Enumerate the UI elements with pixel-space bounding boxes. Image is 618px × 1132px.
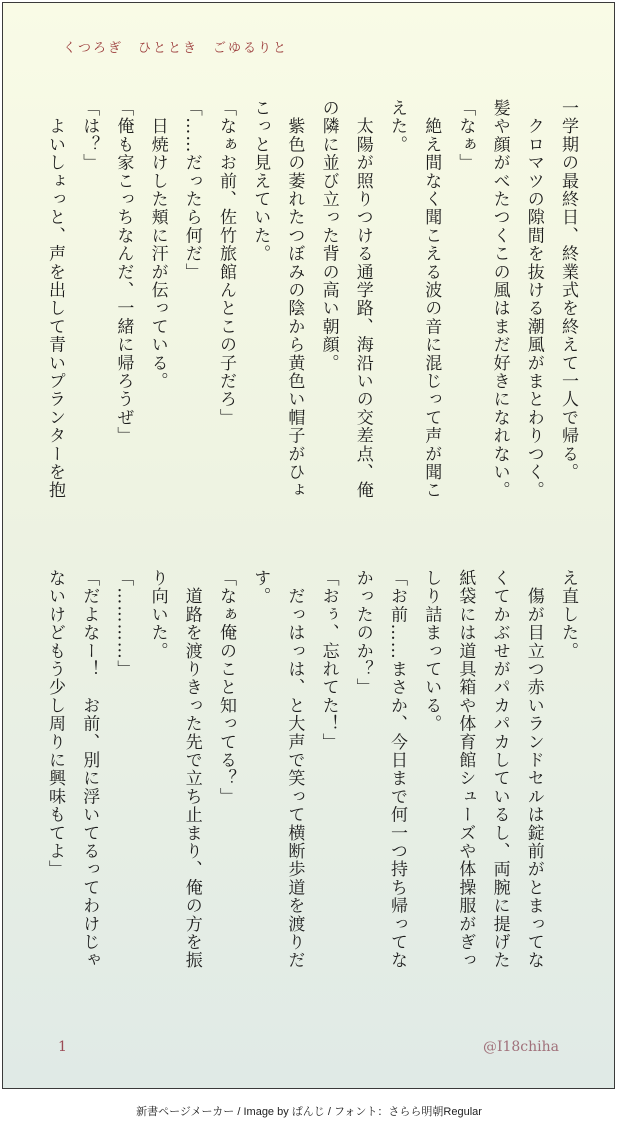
text-column: 「…………」 [113,569,134,679]
text-column: 「なぁ」 [455,99,476,172]
text-column: えた。 [387,99,407,154]
text-column: 髪や顔がべたつくこの風はまだ好きになれない。 [489,99,510,500]
text-column: 日焼けした頬に汗が伝っている。 [147,99,168,391]
text-column: 紫色の萎れたつぼみの陰から黄色い帽子がひょ [284,99,305,500]
text-column: 「……だったら何だ」 [181,99,202,281]
page-header: くつろぎ ひととき ごゆるりと [63,41,289,56]
text-column: 絶え間なく聞こえる波の音に混じって声が聞こ [421,99,442,500]
text-column: 「なぁお前、佐竹旅館んとこの子だろ」 [216,99,236,427]
page-number: 1 [58,1039,67,1055]
footer-credit: 新書ページメーカー / Image by ぱんじ / フォント：さらら明朝Regular [136,1106,482,1118]
text-column: よいしょっと、声を出して青いプランターを抱 [45,99,65,500]
text-column: 道路を渡りきった先で立ち止まり、俺の方を振 [181,569,202,970]
text-column: 「なぁ俺のこと知ってる？」 [216,569,236,806]
book-page [2,2,615,1089]
text-column: だっはっは、と大声で笑って横断歩道を渡りだ [284,569,305,970]
text-column: こっと見えていた。 [250,99,271,263]
text-column: 「だよなー！ お前、別に浮いてるってわけじゃ [79,569,100,970]
text-column: ないけどもう少し周りに興味もてよ」 [45,569,65,879]
text-column: 一学期の最終日、終業式を終えて一人で帰る。 [558,99,578,482]
text-column: しり詰まっている。 [421,569,442,733]
text-column: 「お前……まさか、今日まで何一つ持ち帰ってな [387,569,407,970]
text-column: クロマツの隙間を抜ける潮風がまとわりつく。 [523,99,544,500]
text-column: くてかぶせがパカパカしているし、両腕に提げた [489,569,510,970]
text-column: 「俺も家こっちなんだ、一緒に帰ろうぜ」 [113,99,134,445]
text-column: 太陽が照りつける通学路、海沿いの交差点、俺 [352,99,373,500]
text-column: かったのか？」 [352,569,373,697]
text-column: 傷が目立つ赤いランドセルは錠前がとまってな [523,569,544,970]
text-column: 「は？」 [79,99,100,172]
text-column: 紙袋には道具箱や体育館シューズや体操服がぎっ [455,569,476,970]
author-credit: @I18chiha [482,1039,559,1055]
text-column: の隣に並び立った背の高い朝顔。 [318,99,339,372]
text-column: り向いた。 [147,569,168,660]
text-column: す。 [250,569,271,606]
text-column: え直した。 [558,569,578,660]
text-column: 「おぅ、忘れてた！」 [318,569,339,751]
